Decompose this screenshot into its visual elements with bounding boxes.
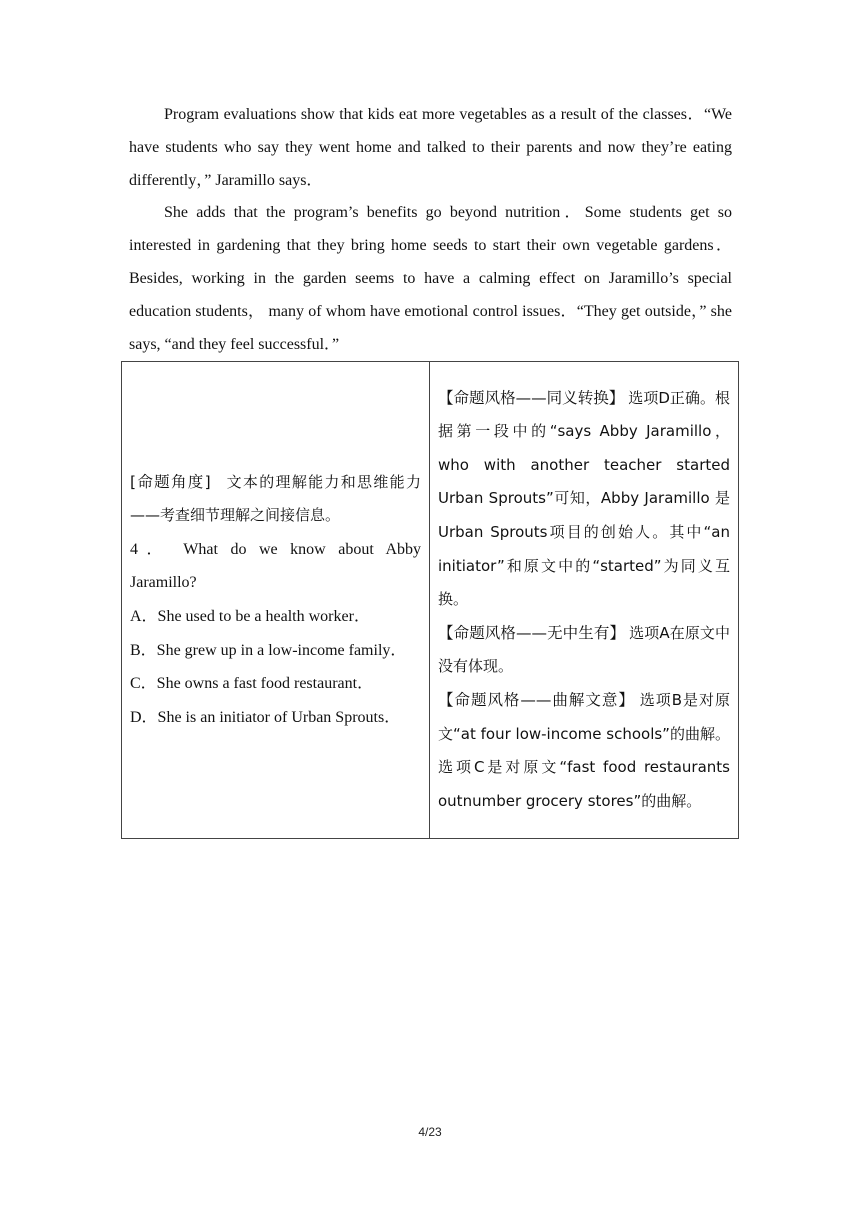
question-cell: [122, 362, 430, 839]
passage-paragraph-1: [129, 98, 732, 197]
analysis-cell: [430, 362, 739, 839]
option-d: D．She is an initiator of Urban Sprouts．: [130, 708, 401, 726]
analysis-block-3: [438, 684, 730, 818]
angle-tag: [命题角度]: [130, 472, 211, 491]
analysis-tag-3: 【命题风格——曲解文意】: [438, 690, 635, 709]
passage-paragraph-1-text: Program evaluations show that kids eat more vegetables as a result of the classes．“We have students who say they went home and talked to their parents and now they’re eating differently，” Jaramillo says．: [129, 106, 733, 189]
question-angle: [130, 466, 421, 533]
page-number: 4/23: [418, 1125, 442, 1139]
analysis-block-2: [438, 617, 730, 684]
analysis-text-2: 选项A在原文中没有体现。: [438, 623, 731, 676]
passage-paragraph-2-text: She adds that the program’s benefits go beyond nutrition．Some students get so interested in gardening that they bring home seeds to start their own vegetable gardens． Besides, working in the garden seems to have a calming effect on Jaramillo’s special education students， many of whom have emotional control issues．“They get outside，” she says, “and they feel successful．”: [129, 204, 732, 353]
question-analysis-table: [121, 361, 739, 839]
analysis-block-1: [438, 382, 730, 617]
angle-text: 文本的理解能力和思维能力——考查细节理解之间接信息。: [130, 472, 421, 525]
passage-paragraph-2: [129, 196, 732, 361]
question-stem: 4． What do we know about Abby Jaramillo?: [130, 540, 421, 592]
analysis-text-1: 选项D正确。根据第一段中的“says Abby Jaramillo， who with another teacher started Urban Sprouts”可知，Abby Jaramillo 是Urban Sprouts项目的创始人。其中“an initiator”和原文中的“started”为同义互换。: [438, 388, 730, 609]
option-a: A．She used to be a health worker．: [130, 608, 370, 625]
option-c: C．She owns a fast food restaurant．: [130, 675, 374, 693]
analysis-tag-1: 【命题风格——同义转换】: [438, 388, 625, 407]
analysis-text-3: 选项B是对原文“at four low-income schools”的曲解。选项C是对原文“fast food restaurants outnumber grocery stores”的曲解。: [438, 690, 730, 810]
option-b: B．She grew up in a low-income family．: [130, 641, 407, 659]
analysis-tag-2: 【命题风格——无中生有】: [438, 623, 626, 642]
